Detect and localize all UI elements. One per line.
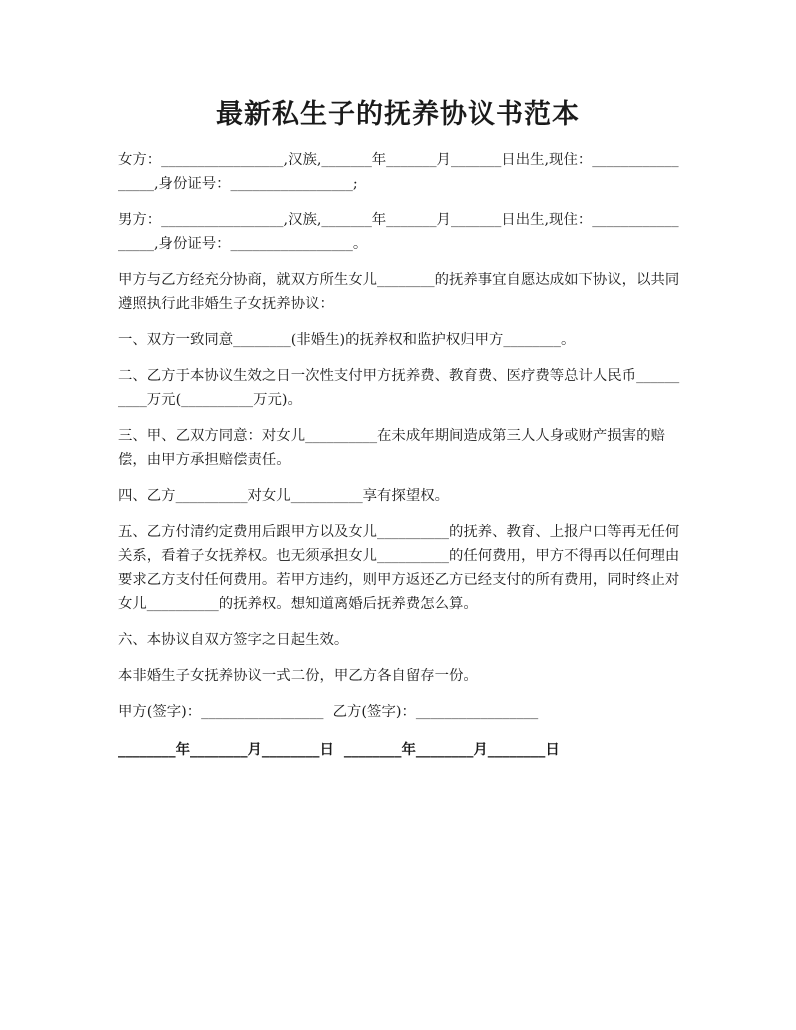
clause-3: 三、甲、乙双方同意：对女儿__________在未成年期间造成第三人人身或财产损害的赔偿，由甲方承担赔偿责任。 bbox=[118, 428, 665, 468]
clause-2: 二、乙方于本协议生效之日一次性支付甲方抚养费、教育费、医疗费等总计人民币__________万元(__________万元)。 bbox=[118, 368, 680, 408]
clause-6: 六、本协议自双方签字之日起生效。 bbox=[118, 632, 349, 648]
clause-1: 一、双方一致同意________(非婚生)的抚养权和监护权归甲方________。 bbox=[118, 332, 576, 348]
date-line: ________年________月________日 ________年________月________日 bbox=[118, 741, 560, 758]
document-body bbox=[118, 148, 683, 762]
signature-line: 甲方(签字)：_________________ 乙方(签字)：_________________ bbox=[118, 704, 539, 720]
clause-5: 五、乙方付清约定费用后跟甲方以及女儿__________的抚养、教育、上报户口等再无任何关系，看着子女抚养权。也无须承担女儿__________的任何费用，甲方不得再以任何理由要求乙方支付任何费用。若甲方违约，则甲方返还乙方已经支付的所有费用，同时终止对女儿__________的抚养权。想知道离婚后抚养费怎么算。 bbox=[118, 524, 680, 612]
document-title: 最新私生子的抚养协议书范本 bbox=[216, 99, 580, 130]
clause-4: 四、乙方__________对女儿__________享有探望权。 bbox=[118, 488, 449, 504]
party-male-info: 男方：_________________,汉族,_______年_______月_______日出生,现住：_________________,身份证号：_________________。 bbox=[118, 212, 679, 252]
copies-note: 本非婚生子女抚养协议一式二份，甲乙方各自留存一份。 bbox=[118, 668, 478, 684]
agreement-preamble: 甲方与乙方经充分协商，就双方所生女儿________的抚养事宜自愿达成如下协议，以共同遵照执行此非婚生子女抚养协议： bbox=[118, 272, 680, 312]
party-female-info: 女方：_________________,汉族,_______年_______月_______日出生,现住：_________________,身份证号：_________________; bbox=[118, 152, 679, 192]
